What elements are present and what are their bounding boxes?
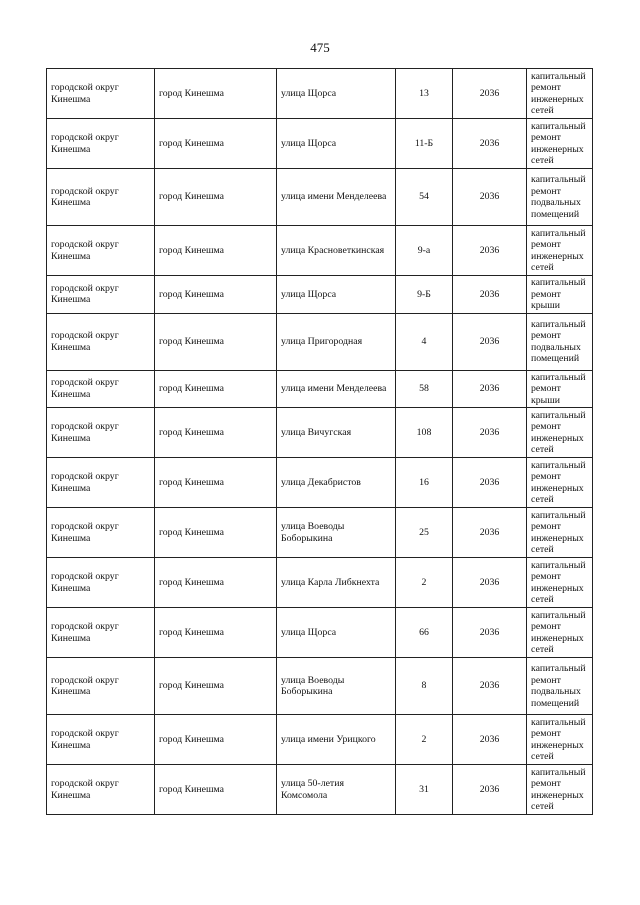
work-type-cell: капитальный ремонт инженерных сетей [527,508,593,558]
district-cell: городской округ Кинешма [47,69,155,119]
street-cell: улица Красноветкинская [277,226,396,276]
city-cell: город Кинешма [155,658,277,715]
city-cell: город Кинешма [155,765,277,815]
house-number-cell: 31 [396,765,453,815]
house-number-cell: 54 [396,169,453,226]
city-cell: город Кинешма [155,715,277,765]
page-number: 475 [310,40,330,55]
street-cell: улица 50-летия Комсомола [277,765,396,815]
work-type-cell: капитальный ремонт инженерных сетей [527,715,593,765]
district-cell: городской округ Кинешма [47,765,155,815]
year-cell: 2036 [453,69,527,119]
year-cell: 2036 [453,119,527,169]
table-row [47,169,593,226]
year-cell: 2036 [453,169,527,226]
city-cell: город Кинешма [155,313,277,370]
city-cell: город Кинешма [155,119,277,169]
work-type-cell: капитальный ремонт инженерных сетей [527,69,593,119]
year-cell: 2036 [453,370,527,408]
work-type-cell: капитальный ремонт инженерных сетей [527,226,593,276]
table-row [47,608,593,658]
table-row [47,370,593,408]
work-type-cell: капитальный ремонт инженерных сетей [527,408,593,458]
year-cell: 2036 [453,715,527,765]
house-number-cell: 4 [396,313,453,370]
district-cell: городской округ Кинешма [47,458,155,508]
house-number-cell: 9-а [396,226,453,276]
work-type-cell: капитальный ремонт инженерных сетей [527,458,593,508]
work-type-cell: капитальный ремонт подвальных помещений [527,658,593,715]
district-cell: городской округ Кинешма [47,276,155,314]
table-row [47,508,593,558]
street-cell: улица Вичугская [277,408,396,458]
district-cell: городской округ Кинешма [47,658,155,715]
house-number-cell: 2 [396,558,453,608]
work-type-cell: капитальный ремонт инженерных сетей [527,765,593,815]
city-cell: город Кинешма [155,608,277,658]
table-row [47,408,593,458]
street-cell: улица Щорса [277,69,396,119]
street-cell: улица Карла Либкнехта [277,558,396,608]
year-cell: 2036 [453,558,527,608]
year-cell: 2036 [453,408,527,458]
repair-schedule-table [46,68,593,815]
table-row [47,226,593,276]
year-cell: 2036 [453,458,527,508]
table-row [47,765,593,815]
house-number-cell: 58 [396,370,453,408]
city-cell: город Кинешма [155,370,277,408]
house-number-cell: 13 [396,69,453,119]
work-type-cell: капитальный ремонт подвальных помещений [527,169,593,226]
house-number-cell: 11-Б [396,119,453,169]
house-number-cell: 66 [396,608,453,658]
house-number-cell: 25 [396,508,453,558]
year-cell: 2036 [453,765,527,815]
house-number-cell: 9-Б [396,276,453,314]
district-cell: городской округ Кинешма [47,313,155,370]
street-cell: улица Воеводы Боборыкина [277,508,396,558]
city-cell: город Кинешма [155,169,277,226]
district-cell: городской округ Кинешма [47,226,155,276]
district-cell: городской округ Кинешма [47,558,155,608]
table-row [47,458,593,508]
district-cell: городской округ Кинешма [47,408,155,458]
year-cell: 2036 [453,226,527,276]
house-number-cell: 108 [396,408,453,458]
street-cell: улица Щорса [277,119,396,169]
city-cell: город Кинешма [155,69,277,119]
table-row [47,276,593,314]
district-cell: городской округ Кинешма [47,119,155,169]
city-cell: город Кинешма [155,276,277,314]
year-cell: 2036 [453,608,527,658]
city-cell: город Кинешма [155,458,277,508]
street-cell: улица имени Менделеева [277,169,396,226]
house-number-cell: 8 [396,658,453,715]
city-cell: город Кинешма [155,226,277,276]
street-cell: улица Пригородная [277,313,396,370]
street-cell: улица Щорса [277,608,396,658]
street-cell: улица Декабристов [277,458,396,508]
street-cell: улица имени Менделеева [277,370,396,408]
city-cell: город Кинешма [155,558,277,608]
table-row [47,119,593,169]
work-type-cell: капитальный ремонт инженерных сетей [527,119,593,169]
street-cell: улица имени Урицкого [277,715,396,765]
district-cell: городской округ Кинешма [47,370,155,408]
year-cell: 2036 [453,508,527,558]
work-type-cell: капитальный ремонт подвальных помещений [527,313,593,370]
district-cell: городской округ Кинешма [47,715,155,765]
table-row [47,69,593,119]
table-row [47,715,593,765]
district-cell: городской округ Кинешма [47,169,155,226]
city-cell: город Кинешма [155,408,277,458]
work-type-cell: капитальный ремонт инженерных сетей [527,558,593,608]
work-type-cell: капитальный ремонт инженерных сетей [527,608,593,658]
year-cell: 2036 [453,276,527,314]
year-cell: 2036 [453,313,527,370]
work-type-cell: капитальный ремонт крыши [527,276,593,314]
district-cell: городской округ Кинешма [47,508,155,558]
street-cell: улица Воеводы Боборыкина [277,658,396,715]
table-row [47,313,593,370]
house-number-cell: 16 [396,458,453,508]
work-type-cell: капитальный ремонт крыши [527,370,593,408]
district-cell: городской округ Кинешма [47,608,155,658]
city-cell: город Кинешма [155,508,277,558]
street-cell: улица Щорса [277,276,396,314]
year-cell: 2036 [453,658,527,715]
table-row [47,558,593,608]
house-number-cell: 2 [396,715,453,765]
table-row [47,658,593,715]
